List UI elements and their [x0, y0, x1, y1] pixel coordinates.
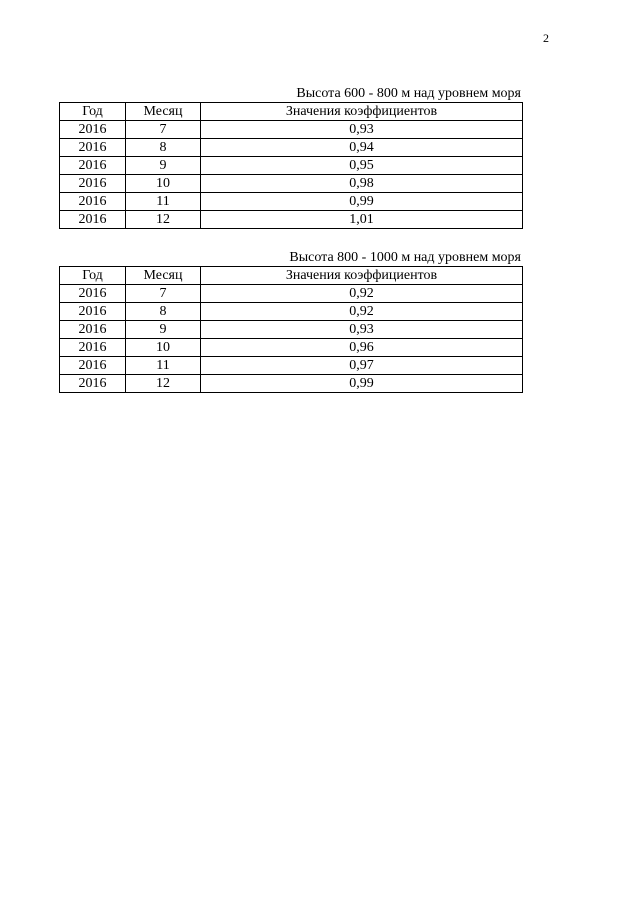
cell-month: 10 [126, 175, 201, 193]
coefficients-table [59, 266, 523, 393]
header-coefficient: Значения коэффициентов [201, 103, 523, 121]
cell-month: 7 [126, 121, 201, 139]
cell-coefficient: 1,01 [201, 211, 523, 229]
cell-year: 2016 [60, 321, 126, 339]
cell-year: 2016 [60, 121, 126, 139]
header-year: Год [60, 103, 126, 121]
cell-coefficient: 0,99 [201, 375, 523, 393]
table-row [60, 121, 523, 139]
cell-year: 2016 [60, 157, 126, 175]
table-row [60, 339, 523, 357]
cell-year: 2016 [60, 303, 126, 321]
table-row [60, 211, 523, 229]
table-row [60, 321, 523, 339]
cell-month: 11 [126, 357, 201, 375]
cell-coefficient: 0,93 [201, 121, 523, 139]
cell-coefficient: 0,93 [201, 321, 523, 339]
coefficient-table-800-1000 [59, 250, 522, 393]
table-header-row [60, 103, 523, 121]
cell-month: 10 [126, 339, 201, 357]
page-number: 2 [543, 31, 549, 45]
table-caption: Высота 600 - 800 м над уровнем моря [296, 86, 521, 101]
table-row [60, 303, 523, 321]
cell-year: 2016 [60, 357, 126, 375]
table-row [60, 193, 523, 211]
table-row [60, 139, 523, 157]
table-row [60, 157, 523, 175]
cell-month: 8 [126, 139, 201, 157]
cell-month: 9 [126, 321, 201, 339]
cell-coefficient: 0,92 [201, 285, 523, 303]
cell-month: 9 [126, 157, 201, 175]
header-month: Месяц [126, 267, 201, 285]
coefficient-table-600-800 [59, 86, 522, 229]
cell-coefficient: 0,98 [201, 175, 523, 193]
header-month: Месяц [126, 103, 201, 121]
cell-year: 2016 [60, 285, 126, 303]
cell-month: 12 [126, 375, 201, 393]
table-row [60, 175, 523, 193]
cell-coefficient: 0,97 [201, 357, 523, 375]
table-row [60, 357, 523, 375]
table-header-row [60, 267, 523, 285]
cell-month: 8 [126, 303, 201, 321]
cell-year: 2016 [60, 339, 126, 357]
cell-month: 7 [126, 285, 201, 303]
table-row [60, 285, 523, 303]
cell-coefficient: 0,94 [201, 139, 523, 157]
cell-year: 2016 [60, 211, 126, 229]
cell-coefficient: 0,99 [201, 193, 523, 211]
coefficients-table [59, 102, 523, 229]
cell-year: 2016 [60, 139, 126, 157]
cell-year: 2016 [60, 375, 126, 393]
header-year: Год [60, 267, 126, 285]
table-caption: Высота 800 - 1000 м над уровнем моря [289, 250, 521, 265]
cell-coefficient: 0,95 [201, 157, 523, 175]
cell-year: 2016 [60, 175, 126, 193]
cell-month: 11 [126, 193, 201, 211]
header-coefficient: Значения коэффициентов [201, 267, 523, 285]
table-row [60, 375, 523, 393]
cell-coefficient: 0,92 [201, 303, 523, 321]
cell-year: 2016 [60, 193, 126, 211]
cell-month: 12 [126, 211, 201, 229]
cell-coefficient: 0,96 [201, 339, 523, 357]
